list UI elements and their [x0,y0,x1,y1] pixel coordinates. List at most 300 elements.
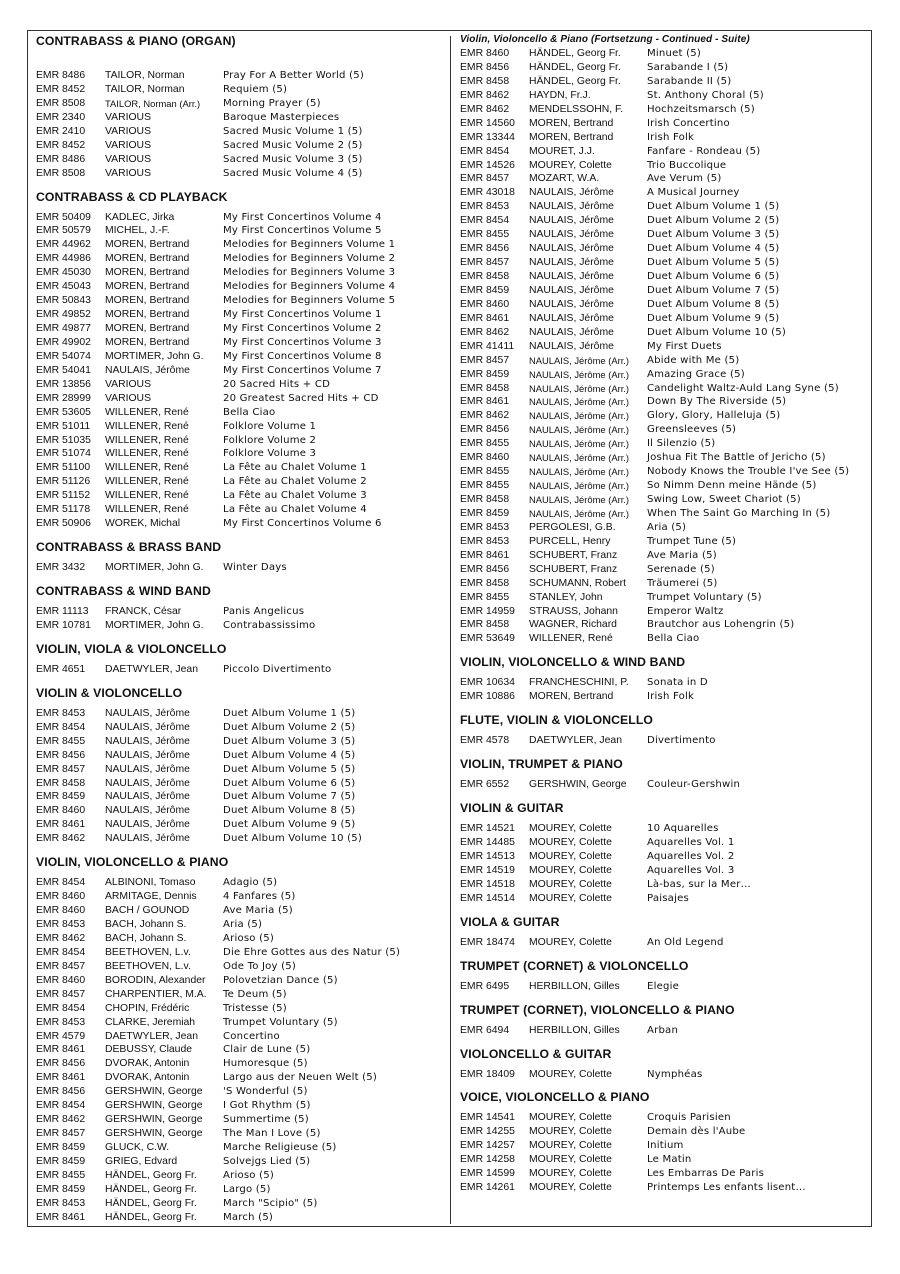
section-heading: CONTRABASS & CD PLAYBACK [36,189,228,204]
catalog-code: EMR 8456 [36,1058,86,1070]
composer-name: NAULAIS, Jérôme (Arr.) [529,354,630,366]
catalog-code: EMR 14541 [460,1112,515,1124]
catalog-code: EMR 8457 [36,1128,86,1140]
work-title: Trumpet Voluntary (5) [223,1016,338,1028]
work-title: My First Duets [647,340,722,352]
catalog-code: EMR 8456 [36,749,86,761]
composer-name: BEETHOVEN, L.v. [105,946,191,958]
catalog-code: EMR 50906 [36,518,91,530]
work-title: Duet Album Volume 7 (5) [223,791,356,803]
catalog-entry [460,618,865,632]
catalog-code: EMR 8453 [460,521,510,533]
composer-name: MOUREY, Colette [529,936,612,948]
composer-name: NAULAIS, Jérôme [529,326,614,338]
catalog-entry [460,61,865,75]
composer-name: BEETHOVEN, L.v. [105,960,191,972]
catalog-code: EMR 14257 [460,1140,515,1152]
catalog-code: EMR 44986 [36,253,91,265]
column-divider [450,36,451,1224]
catalog-code: EMR 10634 [460,677,515,689]
work-title: 20 Sacred Hits + CD [223,378,331,390]
section-heading: VIOLIN, VIOLONCELLO & WIND BAND [460,655,686,670]
catalog-code: EMR 8455 [36,735,86,747]
catalog-code: EMR 8457 [36,988,86,1000]
work-title: Sacred Music Volume 3 (5) [223,153,363,165]
work-title: Fanfare - Rondeau (5) [647,145,761,157]
catalog-entry [36,97,446,111]
catalog-code: EMR 14258 [460,1154,515,1166]
catalog-code: EMR 8461 [36,819,86,831]
catalog-entry [460,563,865,577]
catalog-code: EMR 8453 [36,919,86,930]
work-title: Largo aus der Neuen Welt (5) [223,1072,378,1084]
catalog-code: EMR 8456 [460,424,510,436]
catalog-entry [460,892,865,906]
catalog-entry [460,1139,865,1153]
composer-name: NAULAIS, Jérôme [529,257,614,269]
composer-name: WILLENER, René [529,633,613,645]
composer-name: MOUREY, Colette [529,850,612,862]
catalog-code: EMR 8460 [36,805,86,817]
work-title: My First Concertinos Volume 1 [223,309,382,321]
composer-name: WILLENER, René [105,476,189,488]
catalog-entry [36,1127,446,1141]
catalog-code: EMR 8452 [36,139,86,151]
work-title: Irish Folk [647,131,695,143]
composer-name: MOUREY, Colette [529,1182,612,1194]
catalog-code: EMR 4579 [36,1030,86,1042]
composer-name: WILLENER, René [105,448,189,460]
work-title: Summertime (5) [223,1114,309,1126]
composer-name: WILLENER, René [105,406,189,418]
work-title: Humoresque (5) [223,1058,308,1070]
catalog-code: EMR 3432 [36,562,86,574]
catalog-entry [36,447,446,461]
composer-name: NAULAIS, Jérôme (Arr.) [529,368,630,380]
catalog-entry [36,946,446,960]
catalog-entry [460,778,865,792]
composer-name: GRIEG, Edvard [105,1155,178,1167]
composer-name: MOREN, Bertrand [105,323,190,334]
catalog-code: EMR 8461 [36,1072,86,1084]
composer-name: MOREN, Bertrand [529,691,614,703]
catalog-entry [460,75,865,89]
composer-name: NAULAIS, Jérôme (Arr.) [529,438,630,450]
catalog-entry [36,266,446,280]
catalog-entry [36,1002,446,1016]
composer-name: NAULAIS, Jérôme [529,215,614,227]
work-title: Printemps Les enfants lisent… [647,1182,806,1194]
section-continued [460,34,865,646]
catalog-code: EMR 10781 [36,619,91,631]
catalog-entry [36,960,446,974]
composer-name: WILLENER, René [105,504,189,516]
catalog-entry [36,406,446,420]
catalog-code: EMR 8508 [36,167,86,179]
work-title: Melodies for Beginners Volume 3 [223,267,396,279]
work-title: An Old Legend [647,936,724,948]
catalog-entry [36,605,446,619]
section-heading: VIOLONCELLO & GUITAR [460,1046,612,1061]
work-title: Duet Album Volume 5 (5) [647,257,780,269]
work-title: Arioso (5) [223,1169,274,1181]
composer-name: NAULAIS, Jérôme [105,735,190,747]
composer-name: VARIOUS [105,378,151,390]
composer-name: HÄNDEL, Georg Fr. [105,1197,197,1209]
work-title: Duet Album Volume 4 (5) [223,749,356,761]
catalog-entry [460,451,865,465]
composer-name: NAULAIS, Jérôme [105,777,190,789]
work-title: Melodies for Beginners Volume 2 [223,253,396,265]
catalog-code: EMR 8457 [460,354,510,366]
work-title: So Nimm Denn meine Hände (5) [647,480,817,492]
composer-name: MOUREY, Colette [529,878,612,890]
catalog-entry [460,326,865,340]
catalog-entry [460,864,865,878]
catalog-entry [36,434,446,448]
composer-name: MOUREY, Colette [529,1140,612,1152]
composer-name: NAULAIS, Jérôme (Arr.) [529,466,630,478]
composer-name: TAILOR, Norman [105,83,185,95]
catalog-code: EMR 8452 [36,83,86,95]
catalog-entry [36,1183,446,1197]
catalog-code: EMR 8459 [460,284,510,296]
work-title: Demain dès l'Aube [647,1126,746,1138]
work-title: Ave Maria (5) [647,549,717,561]
catalog-code: EMR 8457 [36,763,86,775]
catalog-entry [460,1153,865,1167]
catalog-entry [460,340,865,354]
catalog-entry [36,619,446,633]
catalog-code: EMR 8458 [460,577,510,589]
catalog-entry [460,521,865,535]
catalog-code: EMR 8453 [36,1016,86,1028]
work-title: Clair de Lune (5) [223,1044,311,1056]
work-title: Emperor Waltz [647,605,724,617]
section-violin-guitar [460,801,865,906]
catalog-code: EMR 14261 [460,1182,515,1194]
catalog-code: EMR 2410 [36,125,86,137]
catalog-entry [460,200,865,214]
composer-name: WOREK, Michal [105,518,181,530]
work-title: Irish Folk [647,691,695,703]
work-title: Le Matin [647,1154,692,1166]
work-title: Ode To Joy (5) [223,960,297,972]
work-title: Melodies for Beginners Volume 4 [223,281,396,293]
work-title: Duet Album Volume 1 (5) [223,707,356,719]
catalog-entry [36,777,446,791]
composer-name: MOUREY, Colette [529,864,612,876]
composer-name: NAULAIS, Jérôme [529,187,614,199]
composer-name: NAULAIS, Jérôme [105,721,190,733]
catalog-code: EMR 8454 [460,145,510,157]
catalog-code: EMR 28999 [36,392,91,404]
catalog-entry [460,878,865,892]
catalog-entry [460,145,865,159]
work-title: Solvejgs Lied (5) [223,1155,311,1167]
section-trumpet-cornet-violoncello-piano [460,1003,865,1038]
work-title: Adagio (5) [223,877,278,889]
work-title: Hochzeitsmarsch (5) [647,103,755,115]
section-violin-violoncello-piano [36,855,446,1224]
composer-name: VARIOUS [105,125,151,137]
section-heading: CONTRABASS & WIND BAND [36,584,211,598]
work-title: Panis Angelicus [223,606,305,617]
composer-name: BORODIN, Alexander [105,974,206,986]
catalog-code: EMR 8462 [36,932,86,944]
catalog-code: EMR 8454 [36,946,86,958]
composer-name: SCHUBERT, Franz [529,563,618,575]
composer-name: DVORAK, Antonin [105,1072,190,1084]
catalog-code: EMR 51178 [36,504,91,516]
catalog-code: EMR 14513 [460,850,515,862]
catalog-entry [460,395,865,409]
catalog-code: EMR 54074 [36,350,91,362]
composer-name: TAILOR, Norman (Arr.) [105,97,201,109]
work-title: 10 Aquarelles [647,823,719,835]
catalog-entry [36,663,446,677]
work-title: I Got Rhythm (5) [223,1100,311,1112]
composer-name: NAULAIS, Jérôme [105,364,190,376]
catalog-entry [36,918,446,932]
work-title: Concertino [223,1030,280,1042]
catalog-entry [36,735,446,749]
catalog-entry [460,1181,865,1195]
catalog-entry [36,224,446,238]
composer-name: MOUREY, Colette [529,1168,612,1180]
composer-name: BACH, Johann S. [105,932,187,944]
catalog-code: EMR 8461 [460,312,510,324]
catalog-code: EMR 8462 [36,833,86,845]
catalog-code: EMR 14959 [460,605,515,617]
catalog-code: EMR 8459 [460,507,510,519]
work-title: Aquarelles Vol. 2 [647,850,735,862]
catalog-entry [36,238,446,252]
work-title: Aria (5) [223,919,263,930]
composer-name: MOZART, W.A. [529,173,600,185]
catalog-code: EMR 8458 [36,777,86,789]
work-title: Amazing Grace (5) [647,368,745,380]
catalog-entry [36,1141,446,1155]
catalog-entry [36,1113,446,1127]
section-heading: VIOLIN, VIOLONCELLO & PIANO [36,855,229,870]
catalog-code: EMR 45043 [36,281,91,293]
work-title: Marche Religieuse (5) [223,1142,337,1153]
catalog-code: EMR 8459 [36,791,86,803]
work-title: Largo (5) [223,1183,271,1195]
catalog-entry [460,228,865,242]
work-title: Il Silenzio (5) [647,438,716,450]
catalog-entry [36,308,446,322]
work-title: Te Deum (5) [223,988,287,1000]
catalog-code: EMR 8454 [460,215,510,227]
catalog-code: EMR 8453 [36,707,86,719]
work-title: La Fête au Chalet Volume 1 [223,462,367,474]
catalog-code: EMR 8454 [36,1100,86,1112]
work-title: Trumpet Voluntary (5) [647,591,762,603]
catalog-code: EMR 8456 [460,243,510,255]
work-title: My First Concertinos Volume 4 [223,211,382,223]
work-title: Duet Album Volume 3 (5) [223,735,356,747]
catalog-entry [36,69,446,83]
composer-name: WILLENER, René [105,434,189,446]
catalog-entry [460,493,865,507]
composer-name: SCHUMANN, Robert [529,577,626,589]
composer-name: TAILOR, Norman [105,70,185,81]
work-title: Requiem (5) [223,83,288,95]
composer-name: KADLEC, Jirka [105,211,175,223]
work-title: Morning Prayer (5) [223,97,321,109]
work-title: Bella Ciao [647,633,700,645]
work-title: Croquis Parisien [647,1112,731,1124]
catalog-entry [36,517,446,531]
work-title: Sarabande II (5) [647,75,732,87]
composer-name: CHOPIN, Frédéric [105,1002,190,1014]
composer-name: MORTIMER, John G. [105,350,204,362]
composer-name: NAULAIS, Jérôme (Arr.) [529,382,630,394]
section-heading: CONTRABASS & BRASS BAND [36,540,222,555]
catalog-code: EMR 6495 [460,980,510,992]
work-title: Melodies for Beginners Volume 5 [223,295,396,307]
catalog-entry [36,932,446,946]
catalog-entry [36,294,446,308]
work-title: A Musical Journey [647,187,740,199]
catalog-code: EMR 10886 [460,691,515,703]
catalog-entry [460,159,865,173]
composer-name: WAGNER, Richard [529,619,617,631]
work-title: Duet Album Volume 1 (5) [647,201,780,213]
work-title: Contrabassissimo [223,619,316,631]
catalog-code: EMR 14560 [460,117,515,129]
catalog-entry [460,186,865,200]
catalog-code: EMR 8457 [460,257,510,269]
composer-name: DEBUSSY, Claude [105,1044,193,1056]
composer-name: MOREN, Bertrand [529,117,614,129]
work-title: Ave Maria (5) [223,905,293,917]
composer-name: MOREN, Bertrand [105,336,190,348]
work-title: Les Embarras De Paris [647,1168,765,1180]
composer-name: MOUREY, Colette [529,159,612,171]
section-contrabass-wind-band [36,584,446,633]
catalog-code: EMR 8458 [460,75,510,87]
composer-name: NAULAIS, Jérôme (Arr.) [529,480,630,492]
catalog-entry [460,270,865,284]
catalog-entry [36,322,446,336]
catalog-entry [36,350,446,364]
work-title: Arioso (5) [223,932,274,944]
work-title: Duet Album Volume 3 (5) [647,229,780,241]
catalog-entry [36,475,446,489]
catalog-entry [460,382,865,396]
catalog-entry [36,818,446,832]
catalog-entry [460,103,865,117]
catalog-entry [36,139,446,153]
section-heading: VIOLA & GUITAR [460,914,560,929]
composer-name: MOUREY, Colette [529,1154,612,1166]
catalog-entry [36,876,446,890]
composer-name: VARIOUS [105,139,151,151]
catalog-entry [460,437,865,451]
composer-name: ARMITAGE, Dennis [105,891,197,903]
work-title: March "Scipio" (5) [223,1197,318,1209]
catalog-entry [460,936,865,950]
composer-name: STRAUSS, Johann [529,605,618,617]
catalog-code: EMR 14521 [460,823,515,835]
catalog-code: EMR 49852 [36,309,91,321]
catalog-entry [36,378,446,392]
composer-name: GERSHWIN, George [105,1128,203,1140]
catalog-code: EMR 8456 [460,563,510,575]
section-heading: VIOLIN, TRUMPET & PIANO [460,757,623,772]
catalog-entry [36,153,446,167]
catalog-entry [36,1155,446,1169]
catalog-entry [36,111,446,125]
catalog-code: EMR 11113 [36,606,89,617]
work-title: Duet Album Volume 10 (5) [647,326,786,338]
catalog-code: EMR 6552 [460,779,510,791]
composer-name: HAYDN, Fr.J. [529,89,591,101]
composer-name: WILLENER, René [105,490,189,502]
catalog-code: EMR 51074 [36,448,91,460]
work-title: Là-bas, sur la Mer… [647,878,751,890]
composer-name: HERBILLON, Gilles [529,980,620,992]
catalog-entry [36,763,446,777]
work-title: Tristesse (5) [223,1002,287,1014]
catalog-entry [36,461,446,475]
section-heading: TRUMPET (CORNET) & VIOLONCELLO [460,958,689,973]
work-title: St. Anthony Choral (5) [647,89,764,101]
catalog-entry [36,1211,446,1225]
section-heading: TRUMPET (CORNET), VIOLONCELLO & PIANO [460,1002,735,1017]
catalog-code: EMR 51126 [36,476,91,488]
work-title: Aquarelles Vol. 1 [647,837,735,848]
work-title: Sonata in D [647,677,708,689]
section-violoncello-guitar [460,1047,865,1082]
catalog-code: EMR 8508 [36,97,86,109]
work-title: My First Concertinos Volume 7 [223,364,382,376]
catalog-entry [36,503,446,517]
composer-name: NAULAIS, Jérôme [105,833,190,845]
catalog-code: EMR 8457 [460,173,510,185]
work-title: Duet Album Volume 2 (5) [647,215,780,227]
catalog-entry [460,423,865,437]
work-title: When The Saint Go Marching In (5) [647,507,831,519]
catalog-entry [36,280,446,294]
catalog-entry [460,409,865,423]
catalog-code: EMR 51035 [36,434,91,446]
catalog-code: EMR 18409 [460,1068,515,1080]
catalog-entry [36,392,446,406]
work-title: Folklore Volume 2 [223,434,317,446]
composer-name: MENDELSSOHN, F. [529,103,624,115]
catalog-code: EMR 8459 [460,368,510,380]
catalog-code: EMR 14514 [460,892,515,904]
composer-name: MOREN, Bertrand [105,309,190,321]
catalog-code: EMR 8455 [460,480,510,492]
work-title: March (5) [223,1211,274,1223]
work-title: Minuet (5) [647,48,701,59]
composer-name: MOREN, Bertrand [105,281,190,293]
catalog-code: EMR 8456 [460,61,510,73]
catalog-entry [36,1057,446,1071]
work-title: Duet Album Volume 10 (5) [223,833,362,845]
composer-name: MOUREY, Colette [529,837,612,848]
catalog-code: EMR 51152 [36,490,91,502]
catalog-code: EMR 8457 [36,960,86,972]
composer-name: DAETWYLER, Jean [529,735,622,747]
work-title: Die Ehre Gottes aus des Natur (5) [223,946,401,958]
work-title: Initium [647,1140,684,1152]
